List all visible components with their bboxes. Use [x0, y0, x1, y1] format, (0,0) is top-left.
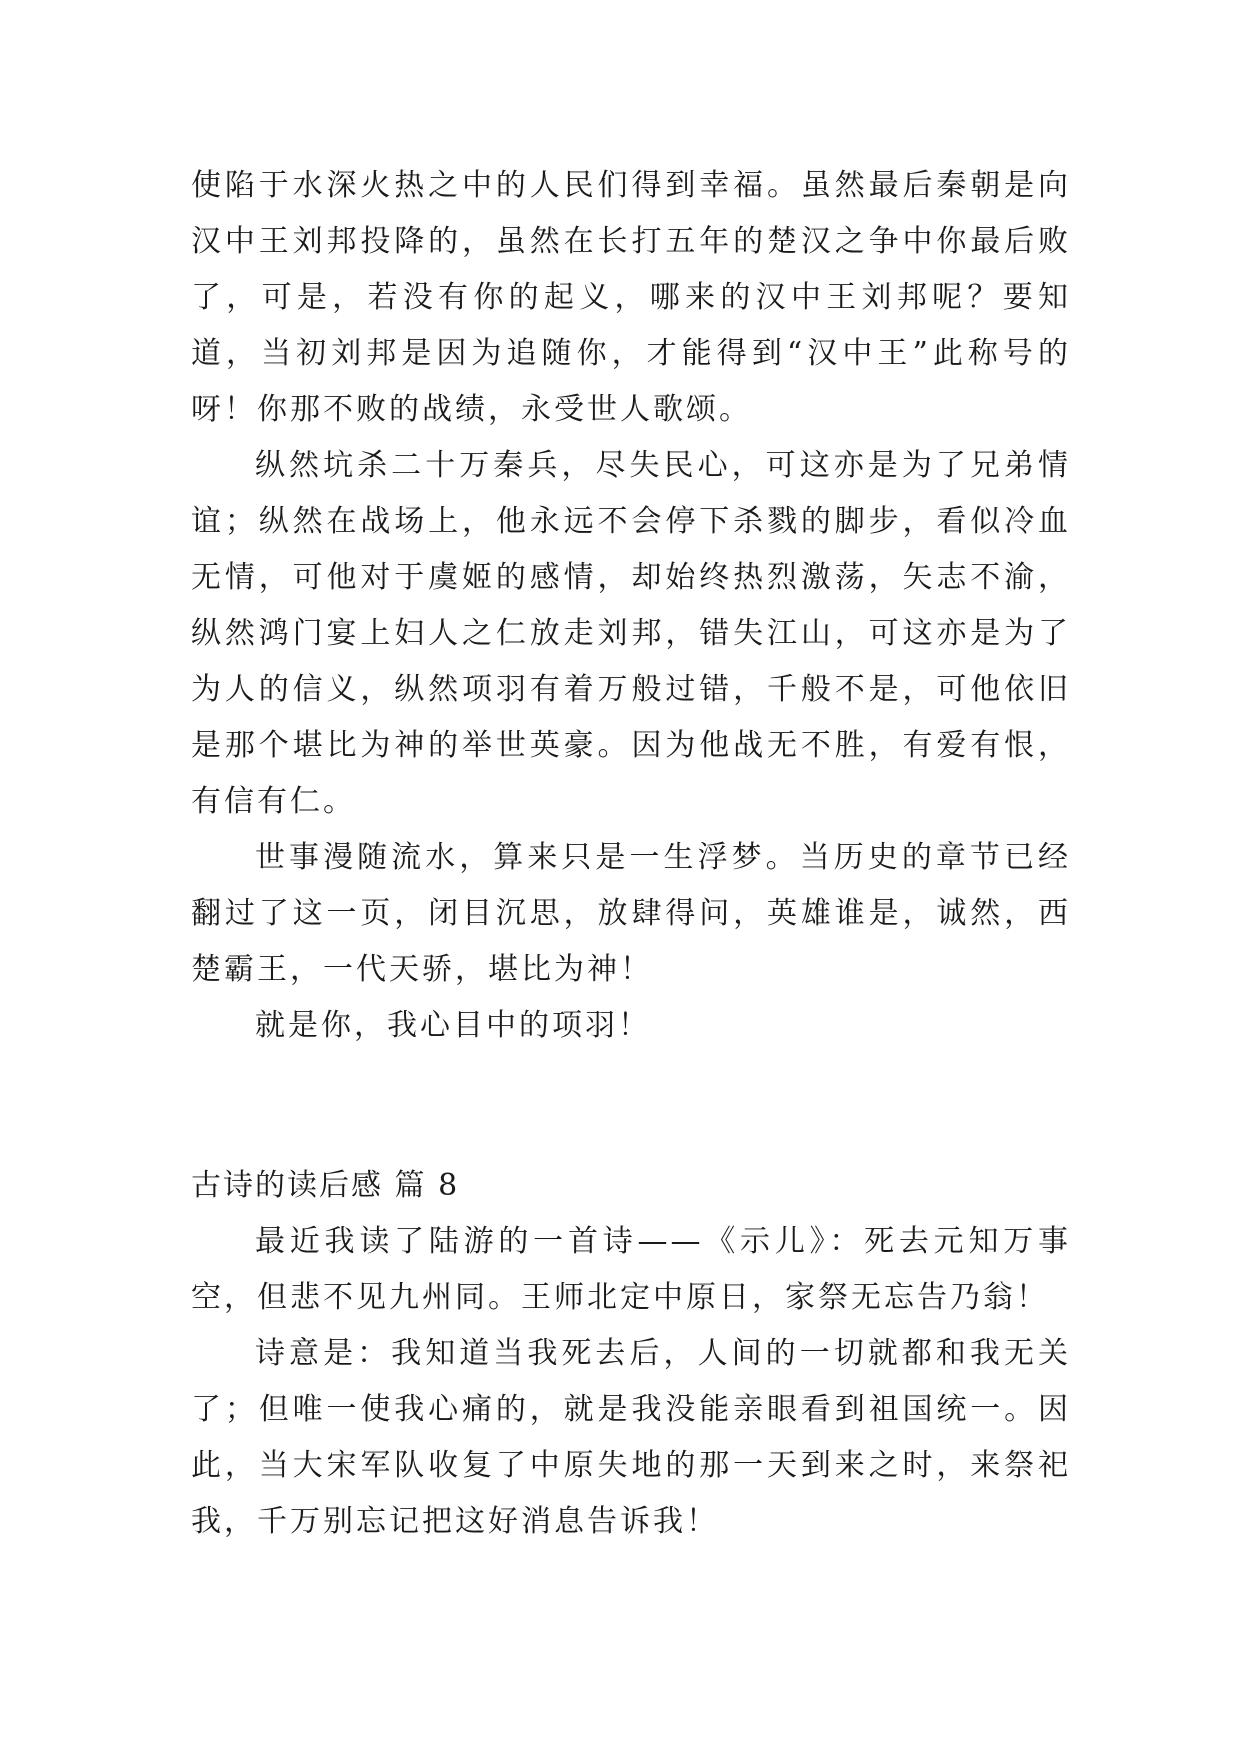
- paragraph: 诗意是：我知道当我死去后，人间的一切就都和我无关了；但唯一使我心痛的，就是我没能亲眼看到祖国统一。因此，当大宋军队收复了中原失地的那一天到来之时，来祭祀我，千万别忘记把这好消息告诉我！: [191, 1336, 1071, 1539]
- paragraph: 使陷于水深火热之中的人民们得到幸福。虽然最后秦朝是向汉中王刘邦投降的，虽然在长打五年的楚汉之争中你最后败了，可是，若没有你的起义，哪来的汉中王刘邦呢？要知道，当初刘邦是因为追随你，才能得到“汉中王”此称号的呀！你那不败的战绩，永受世人歌颂。: [191, 168, 1071, 427]
- paragraph: 纵然坑杀二十万秦兵，尽失民心，可这亦是为了兄弟情谊；纵然在战场上，他永远不会停下杀戮的脚步，看似冷血无情，可他对于虞姬的感情，却始终热烈激荡，矢志不渝，纵然鸿门宴上妇人之仁放走刘邦，错失江山，可这亦是为了为人的信义，纵然项羽有着万般过错，千般不是，可他依旧是那个堪比为神的举世英豪。因为他战无不胜，有爱有恨，有信有仁。: [191, 448, 1071, 819]
- essay-body-continued: [191, 158, 1071, 1054]
- paragraph: 最近我读了陆游的一首诗——《示儿》：死去元知万事空，但悲不见九州同。王师北定中原日，家祭无忘告乃翁！: [191, 1224, 1071, 1315]
- paragraph: 世事漫随流水，算来只是一生浮梦。当历史的章节已经翻过了这一页，闭目沉思，放肆得问，英雄谁是，诚然，西楚霸王，一代天骄，堪比为神！: [191, 840, 1071, 987]
- essay-body: [191, 1214, 1071, 1550]
- paragraph: 就是你，我心目中的项羽！: [255, 1008, 651, 1043]
- section-heading: 古诗的读后感 篇 8: [191, 1168, 460, 1203]
